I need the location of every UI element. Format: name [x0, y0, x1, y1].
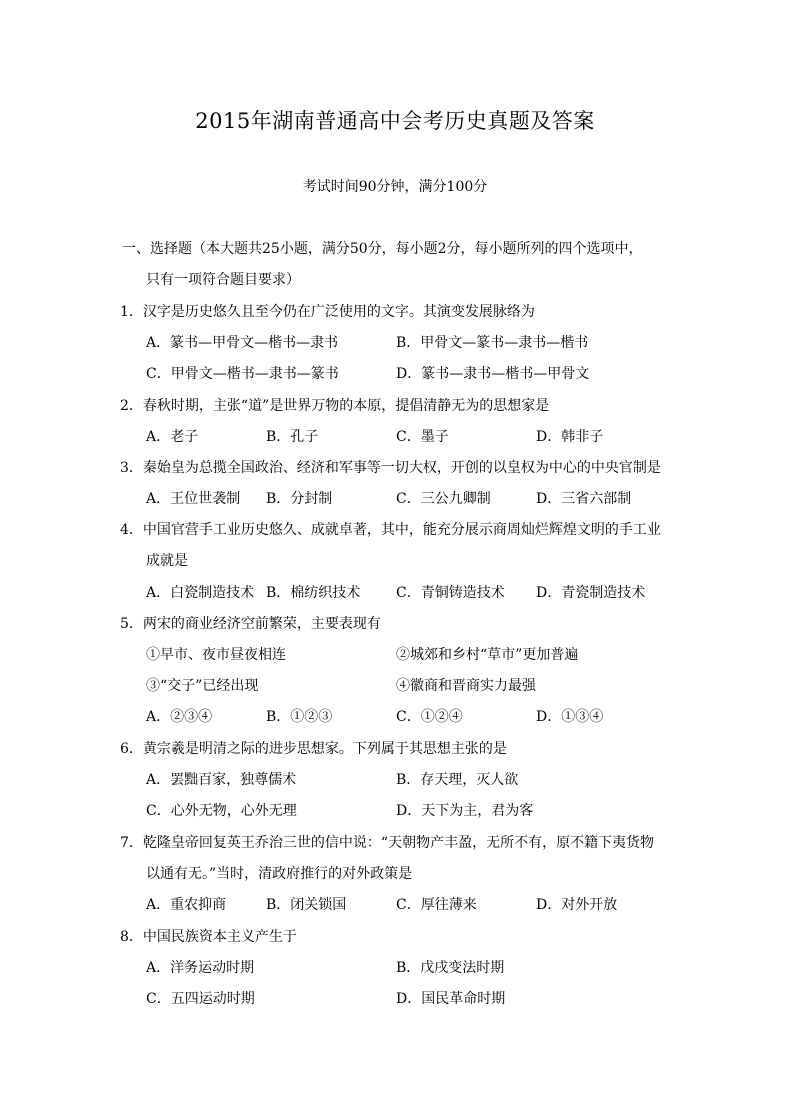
question-2-stem: 2．春秋时期，主张“道”是世界万物的本原，提倡清静无为的思想家是 — [120, 398, 550, 414]
question-6-option-d: D．天下为主，君为客 — [396, 803, 534, 819]
question-8-option-b: B．戊戌变法时期 — [396, 960, 505, 976]
question-3-option-b: B．分封制 — [266, 491, 333, 507]
question-4-option-a: A．白瓷制造技术 — [146, 585, 255, 601]
question-8-stem: 8．中国民族资本主义产生于 — [120, 929, 297, 945]
question-7-option-d: D．对外开放 — [536, 897, 618, 913]
question-5-option-b: B．①②③ — [266, 709, 333, 725]
question-7-stem-cont: 以通有无。”当时，清政府推行的对外政策是 — [146, 866, 413, 882]
question-2-option-b: B．孔子 — [266, 429, 319, 445]
section-heading-line1: 一、选择题（本大题共25小题，满分50分，每小题2分，每小题所列的四个选项中， — [122, 241, 643, 257]
question-7-stem: 7．乾隆皇帝回复英王乔治三世的信中说：“天朝物产丰盈，无所不有，原不籍下夷货物 — [120, 835, 655, 851]
question-7-option-c: C．厚往薄来 — [396, 897, 477, 913]
question-5-option-d: D．①③④ — [536, 709, 604, 725]
question-4-stem: 4．中国官营手工业历史悠久、成就卓著，其中，能充分展示商周灿烂辉煌文明的手工业 — [120, 522, 661, 538]
question-2-option-a: A．老子 — [146, 429, 199, 445]
section-heading-line2: 只有一项符合题目要求） — [146, 272, 300, 288]
question-5-stem: 5．两宋的商业经济空前繁荣，主要表现有 — [120, 616, 381, 632]
question-8-option-c: C．五四运动时期 — [146, 991, 255, 1007]
exam-info: 考试时间90分钟，满分100分 — [302, 179, 488, 195]
question-6-stem: 6．黄宗羲是明清之际的进步思想家。下列属于其思想主张的是 — [120, 741, 507, 757]
question-8-option-a: A．洋务运动时期 — [146, 960, 255, 976]
question-1-option-d: D．篆书—隶书—楷书—甲骨文 — [396, 366, 590, 382]
question-4-stem-cont: 成就是 — [146, 553, 188, 569]
question-8-option-d: D．国民革命时期 — [396, 991, 506, 1007]
question-5-item-3: ③“交子”已经出现 — [146, 678, 259, 694]
question-6-option-a: A．罢黜百家，独尊儒术 — [146, 772, 297, 788]
question-7-option-b: B．闭关锁国 — [266, 897, 347, 913]
question-4-option-d: D．青瓷制造技术 — [536, 585, 646, 601]
page-title: 2015年湖南普通高中会考历史真题及答案 — [195, 109, 595, 133]
question-3-option-a: A．王位世袭制 — [146, 491, 241, 507]
question-1-option-a: A．篆书—甲骨文—楷书—隶书 — [146, 335, 339, 351]
question-5-item-4: ④徽商和晋商实力最强 — [396, 678, 536, 694]
question-3-option-d: D．三省六部制 — [536, 491, 632, 507]
question-3-option-c: C．三公九卿制 — [396, 491, 491, 507]
question-6-option-c: C．心外无物，心外无理 — [146, 803, 297, 819]
question-4-option-b: B．棉纺织技术 — [266, 585, 361, 601]
question-5-option-c: C．①②④ — [396, 709, 463, 725]
question-7-option-a: A．重农抑商 — [146, 897, 227, 913]
question-1-option-c: C．甲骨文—楷书—隶书—篆书 — [146, 366, 339, 382]
question-5-item-2: ②城郊和乡村“草市”更加普遍 — [396, 647, 579, 663]
question-4-option-c: C．青铜铸造技术 — [396, 585, 505, 601]
question-5-option-a: A．②③④ — [146, 709, 213, 725]
question-2-option-c: C．墨子 — [396, 429, 449, 445]
question-6-option-b: B．存天理，灭人欲 — [396, 772, 519, 788]
question-3-stem: 3．秦始皇为总揽全国政治、经济和军事等一切大权，开创的以皇权为中心的中央官制是 — [120, 460, 661, 476]
question-2-option-d: D．韩非子 — [536, 429, 604, 445]
question-1-stem: 1．汉字是历史悠久且至今仍在广泛使用的文字。其演变发展脉络为 — [120, 304, 535, 320]
question-5-item-1: ①早市、夜市昼夜相连 — [146, 647, 286, 663]
question-1-option-b: B．甲骨文—篆书—隶书—楷书 — [396, 335, 589, 351]
